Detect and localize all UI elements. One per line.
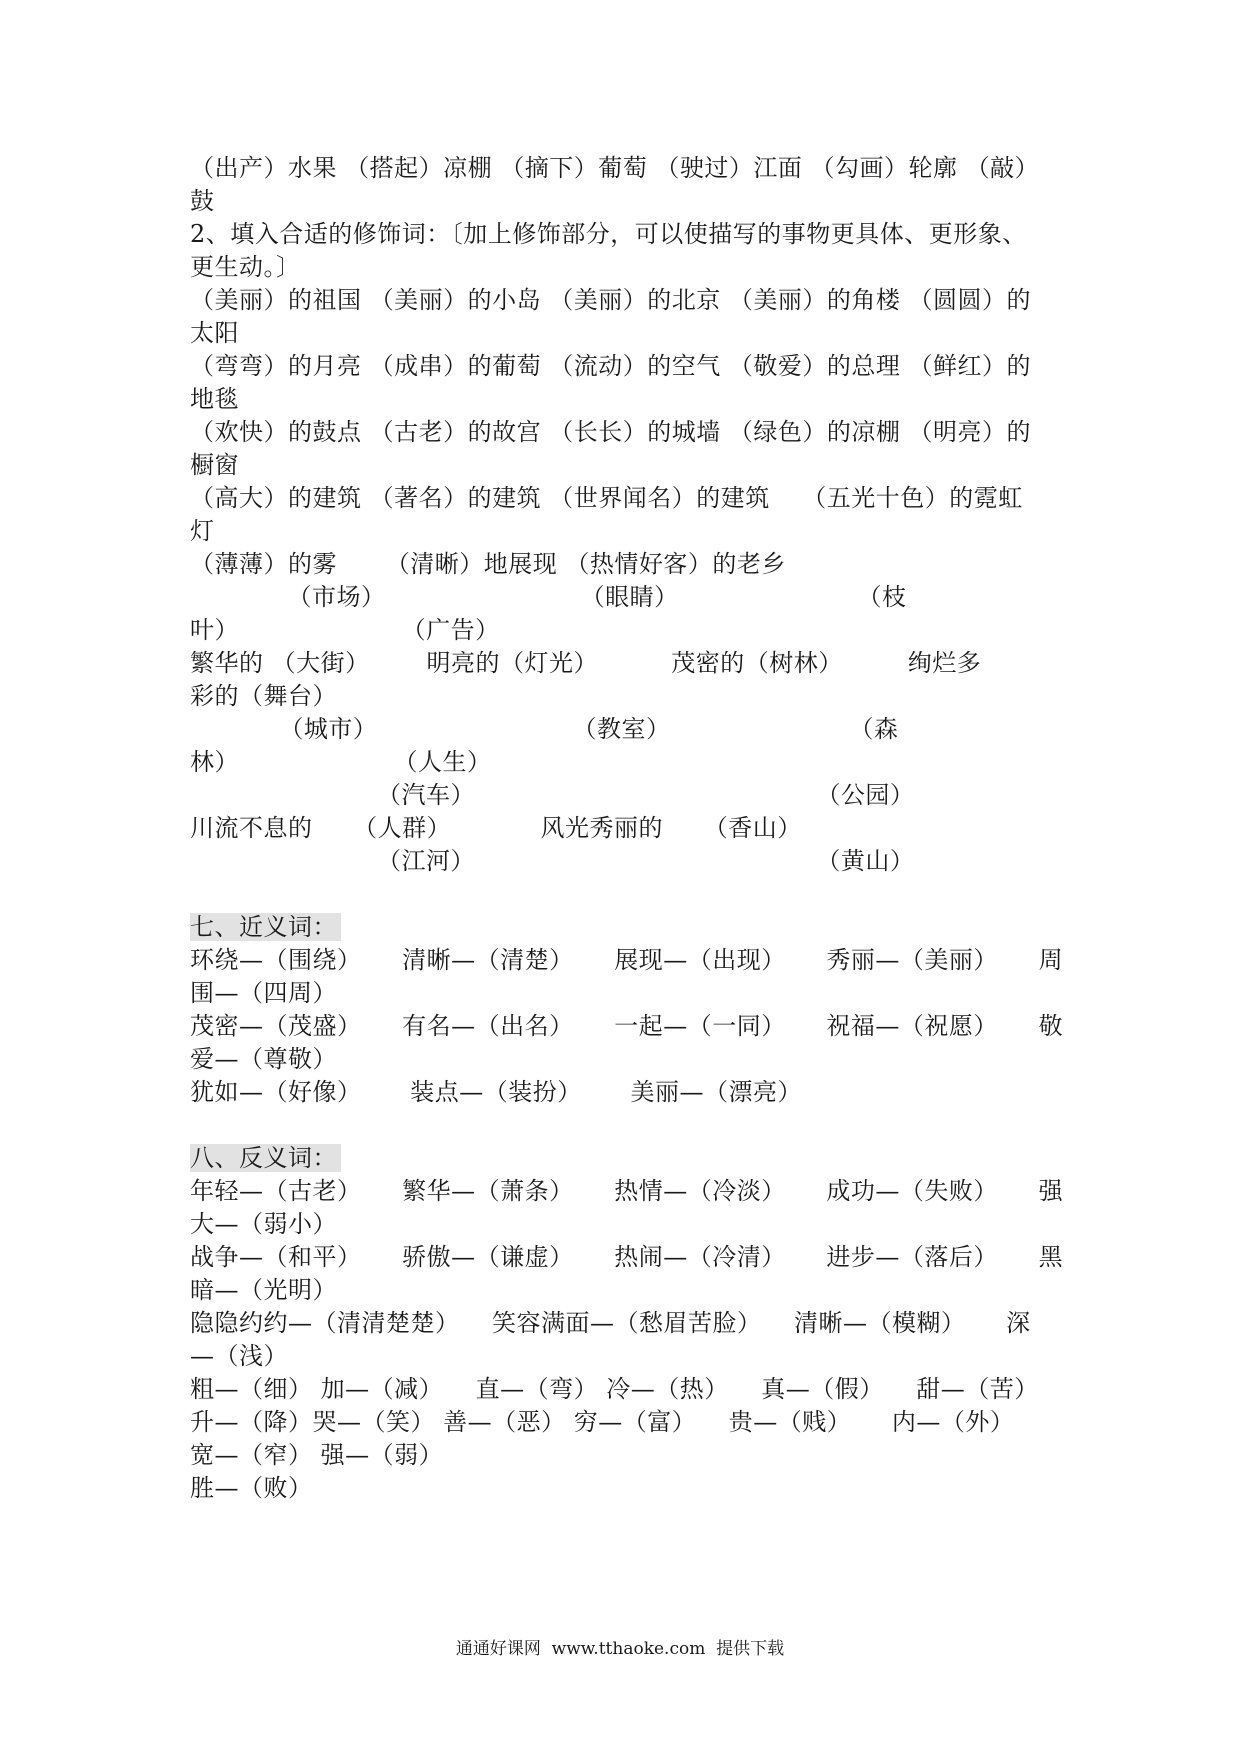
text-line: 灯 [190,517,215,545]
text-line: 橱窗 [190,451,239,479]
text-line: 叶） （广告） [190,616,500,644]
text-line: （江河） （黄山） [190,847,915,875]
text-line: 太阳 [190,319,239,347]
text-line: （美丽）的祖国 （美丽）的小岛 （美丽）的北京 （美丽）的角楼 （圆圆）的 [190,286,1032,314]
text-line: 战争—（和平） 骄傲—（谦虚） 热闹—（冷清） 进步—（落后） 黑 [190,1243,1064,1271]
text-line: 宽—（窄） 强—（弱） [190,1441,444,1469]
text-line: 2、填入合适的修饰词：〔加上修饰部分，可以使描写的事物更具体、更形象、 [190,220,1027,248]
text-line: 暗—（光明） [190,1276,337,1304]
section-heading-synonyms [190,911,1060,944]
text-line: 川流不息的 （人群） 风光秀丽的 （香山） [190,814,802,842]
text-line: （出产）水果 （搭起）凉棚 （摘下）葡萄 （驶过）江面 （勾画）轮廓 （敲） [190,154,1040,182]
text-line: （高大）的建筑 （著名）的建筑 （世界闻名）的建筑 （五光十色）的霓虹 [190,484,1023,512]
text-line: 鼓 [190,187,215,215]
text-line: 地毯 [190,385,239,413]
text-line: 胜—（败） [190,1474,313,1502]
text-line: 围—（四周） [190,979,337,1007]
text-line: 爱—（尊敬） [190,1045,337,1073]
section-heading-text: 七、近义词： [190,913,341,941]
text-line: 升—（降）哭—（笑） 善—（恶） 穷—（富） 贵—（贱） 内—（外） [190,1408,1015,1436]
text-line: （城市） （教室） （森 [190,715,899,743]
text-line: —（浅） [190,1342,288,1370]
text-line: 茂密—（茂盛） 有名—（出名） 一起—（一同） 祝福—（祝愿） 敬 [190,1012,1064,1040]
text-line: 年轻—（古老） 繁华—（萧条） 热情—（冷淡） 成功—（失败） 强 [190,1177,1064,1205]
text-line: 粗—（细） 加—（减） 直—（弯） 冷—（热） 真—（假） 甜—（苦） [190,1375,1039,1403]
page-footer: 通通好课网 www.tthaoke.com 提供下载 [455,1639,785,1659]
text-line: 犹如—（好像） 装点—（装扮） 美丽—（漂亮） [190,1078,803,1106]
text-line: 环绕—（围绕） 清晰—（清楚） 展现—（出现） 秀丽—（美丽） 周 [190,946,1064,974]
text-line: 更生动。〕 [190,253,301,281]
text-line: （市场） （眼睛） （枝 [190,583,907,611]
section-heading-antonyms [190,1142,1060,1175]
section-heading-text: 八、反义词： [190,1144,341,1172]
text-line: 彩的（舞台） [190,682,337,710]
text-line: 林） （人生） [190,748,492,776]
text-line: （弯弯）的月亮 （成串）的葡萄 （流动）的空气 （敬爱）的总理 （鲜红）的 [190,352,1032,380]
text-line: 繁华的 （大街） 明亮的（灯光） 茂密的（树林） 绚烂多 [190,649,982,677]
text-line: （汽车） （公园） [190,781,915,809]
text-line: （薄薄）的雾 （清晰）地展现 （热情好客）的老乡 [190,550,786,578]
text-line: 大—（弱小） [190,1210,337,1238]
text-line: （欢快）的鼓点 （古老）的故宫 （长长）的城墙 （绿色）的凉棚 （明亮）的 [190,418,1032,446]
text-line: 隐隐约约—（清清楚楚） 笑容满面—（愁眉苦脸） 清晰—（模糊） 深 [190,1309,1031,1337]
